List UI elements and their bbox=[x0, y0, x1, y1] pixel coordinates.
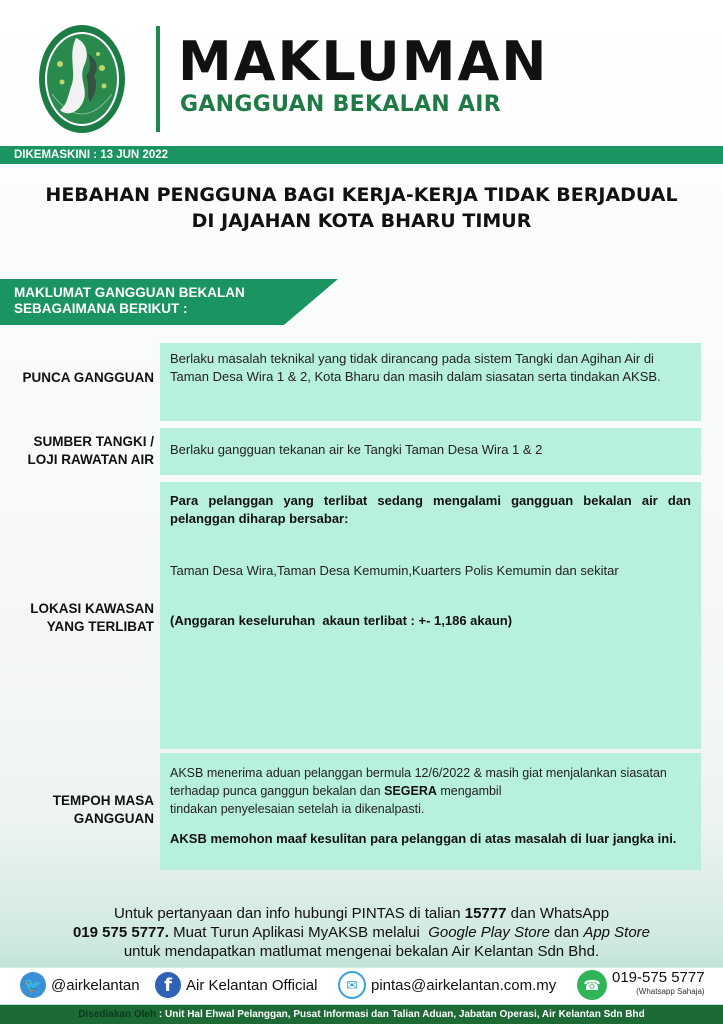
page-subtitle: GANGGUAN BEKALAN AIR bbox=[180, 92, 502, 117]
section-tag-text bbox=[14, 285, 245, 317]
mail-icon: ✉ bbox=[338, 971, 366, 999]
lokasi-label-line-2: YANG TERLIBAT bbox=[46, 619, 154, 634]
section-tag-line-2: SEBAGAIMANA BERIKUT : bbox=[14, 301, 188, 316]
tempoh-box bbox=[160, 753, 701, 870]
whatsapp-number: 019 575 5777. bbox=[72, 924, 169, 941]
hotline-number: 15777 bbox=[464, 905, 507, 922]
credit-line bbox=[0, 1006, 723, 1023]
facebook-page: Air Kelantan Official bbox=[186, 976, 318, 994]
updated-date: DIKEMASKINI : 13 JUN 2022 bbox=[14, 149, 169, 161]
contact-text-4: dan bbox=[549, 924, 584, 941]
sumber-label-line-1: SUMBER TANGKI / bbox=[33, 434, 154, 449]
tempoh-text-c: tindakan penyelesaian setelah ia dikenalpasti. bbox=[170, 802, 425, 816]
lokasi-intro: Para pelanggan yang terlibat sedang mengalami gangguan bekalan air dan pelanggan diharap bersabar: bbox=[170, 493, 691, 526]
whatsapp-note: (Whatsapp Sahaja) bbox=[636, 987, 705, 996]
email-address: pintas@airkelantan.com.my bbox=[371, 976, 557, 994]
tempoh-label bbox=[0, 792, 154, 828]
tempoh-apology: AKSB memohon maaf kesulitan para pelanggan di atas masalah di luar jangka ini. bbox=[170, 831, 677, 846]
tempoh-text-a: AKSB menerima aduan pelanggan bermula 12/6/2022 & masih giat menjalankan siasatan terhadap punca ganggun bekalan dan bbox=[170, 766, 667, 798]
headline-line-1: HEBAHAN PENGGUNA BAGI KERJA-KERJA TIDAK BERJADUAL bbox=[45, 184, 678, 206]
punca-text: Berlaku masalah teknikal yang tidak dirancang pada sistem Tangki dan Agihan Air di Taman Desa Wira 1 & 2, Kota Bharu dan masih dalam siasatan serta tindakan AKSB. bbox=[170, 351, 661, 384]
headline-line-2: DI JAJAHAN KOTA BHARU TIMUR bbox=[191, 210, 532, 232]
whatsapp-social-number: 019-575 5777 bbox=[612, 969, 705, 986]
air-kelantan-logo bbox=[38, 24, 126, 134]
contact-text-3: Muat Turun Aplikasi MyAKSB melalui bbox=[168, 924, 429, 941]
announcement-headline bbox=[0, 182, 723, 234]
app-store: App Store bbox=[583, 924, 651, 941]
facebook-link[interactable] bbox=[155, 971, 317, 999]
lokasi-estimate: (Anggaran keseluruhan akaun terlibat : +- 1,186 akaun) bbox=[170, 613, 513, 628]
contact-info bbox=[0, 904, 723, 961]
twitter-handle: @airkelantan bbox=[51, 976, 140, 994]
sumber-label-line-2: LOJI RAWATAN AIR bbox=[27, 452, 154, 467]
punca-label: PUNCA GANGGUAN bbox=[22, 370, 154, 385]
contact-line-2 bbox=[0, 923, 723, 942]
lokasi-areas: Taman Desa Wira,Taman Desa Kemumin,Kuarters Polis Kemumin dan sekitar bbox=[170, 563, 619, 578]
credit-text: Unit Hal Ehwal Pelanggan, Pusat Informasi dan Talian Aduan, Jabatan Operasi, Air Kelantan Sdn Bhd bbox=[164, 1009, 645, 1020]
sumber-text: Berlaku gangguan tekanan air ke Tangki Taman Desa Wira 1 & 2 bbox=[170, 442, 543, 457]
credit-separator: : bbox=[156, 1009, 165, 1020]
tempoh-text-b: mengambil bbox=[436, 784, 502, 798]
whatsapp-icon: ☎ bbox=[577, 970, 607, 1000]
contact-text-1: Untuk pertanyaan dan info hubungi PINTAS di talian bbox=[113, 905, 465, 922]
punca-box bbox=[160, 343, 701, 421]
contact-line-3: untuk mendapatkan matlumat mengenai bekalan Air Kelantan Sdn Bhd. bbox=[123, 943, 600, 960]
tempoh-text-bold: SEGERA bbox=[384, 784, 437, 798]
contact-text-2: dan WhatsApp bbox=[506, 905, 610, 922]
twitter-link[interactable] bbox=[20, 971, 140, 999]
sumber-box bbox=[160, 428, 701, 475]
credit-lead: Disediakan Oleh bbox=[78, 1009, 157, 1020]
tempoh-text bbox=[170, 764, 691, 800]
tempoh-label-line-2: GANGGUAN bbox=[73, 811, 154, 826]
section-tag-line-1: MAKLUMAT GANGGUAN BEKALAN bbox=[14, 285, 245, 300]
twitter-icon: 🐦 bbox=[20, 972, 46, 998]
email-link[interactable] bbox=[338, 971, 556, 999]
lokasi-box bbox=[160, 482, 701, 749]
page-title: MAKLUMAN bbox=[178, 30, 549, 93]
facebook-icon: f bbox=[155, 972, 181, 998]
tempoh-label-line-1: TEMPOH MASA bbox=[52, 793, 154, 808]
whatsapp-info bbox=[612, 971, 705, 999]
lokasi-label-line-1: LOKASI KAWASAN bbox=[30, 601, 154, 616]
lokasi-label bbox=[0, 600, 154, 636]
contact-line-1 bbox=[0, 904, 723, 923]
header-divider bbox=[156, 26, 160, 132]
whatsapp-link[interactable] bbox=[577, 971, 705, 999]
sumber-label bbox=[0, 433, 154, 469]
google-play-store: Google Play Store bbox=[428, 924, 550, 941]
